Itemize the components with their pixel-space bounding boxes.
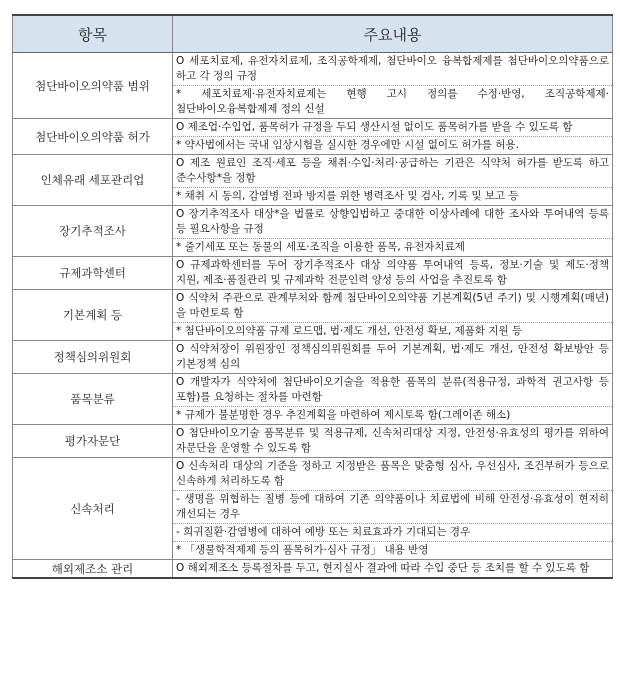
row-content — [173, 119, 613, 155]
table-row — [13, 341, 613, 374]
content-line: O 세포치료제, 유전자치료제, 조직공학제제, 첨단바이오 융복합제제를 첨단바이오의약품으로 하고 각 정의 규정 — [173, 53, 612, 86]
content-line: O 신속처리 대상의 기준을 정하고 지정받은 품목은 맞춤형 심사, 우선심사, 조건부허가 등으로 신속하게 처리하도록 함 — [173, 458, 612, 491]
content-line: O 식약처장이 위원장인 정책심의위원회를 두어 기본계획, 법·제도 개선, 안전성 확보방안 등 기본정책 심의 — [176, 343, 609, 370]
table-row — [13, 458, 613, 560]
row-item-label: 인체유래 세포관리업 — [13, 155, 173, 206]
row-item-label: 장기추적조사 — [13, 206, 173, 257]
row-content — [173, 425, 613, 458]
table-row — [13, 257, 613, 290]
content-line: * 첨단바이오의약품 규제 로드맵, 법·제도 개선, 안전성 확보, 제품화 지원 등 — [176, 325, 523, 337]
content-line: O 해외제조소 등록절차를 두고, 현지실사 결과에 따라 수입 중단 등 조치를 할 수 있도록 함 — [176, 562, 590, 574]
content-line: O 장기추적조사 대상*을 법률로 상향입법하고 중대한 이상사례에 대한 조사와 투여내역 등록 등 필요사항을 규정 — [173, 206, 612, 239]
row-item-label: 해외제조소 관리 — [13, 560, 173, 579]
row-content — [173, 290, 613, 341]
row-item-label: 신속처리 — [13, 458, 173, 560]
content-line: * 「생물학적제제 등의 품목허가·심사 규정」 내용 반영 — [176, 544, 429, 556]
row-item-label: 정책심의위원회 — [13, 341, 173, 374]
content-line: * 채취 시 동의, 감염병 전파 방지를 위한 병력조사 및 검사, 기록 및 보고 등 — [176, 190, 519, 202]
content-line: O 제조업·수입업, 품목허가 규정을 두되 생산시설 없이도 품목허가를 받을 수 있도록 함 — [173, 119, 612, 137]
row-content — [173, 155, 613, 206]
row-item-label: 평가자문단 — [13, 425, 173, 458]
content-line: - 희귀질환·감염병에 대하여 예방 또는 치료효과가 기대되는 경우 — [173, 524, 612, 542]
table-row — [13, 206, 613, 257]
row-content — [173, 206, 613, 257]
content-line: O 첨단바이오기술 품목분류 및 적용규제, 신속처리대상 지정, 안전성·유효성의 평가를 위하여 자문단을 운영할 수 있도록 함 — [176, 427, 609, 454]
content-line: * 줄기세포 또는 동물의 세포·조직을 이용한 품목, 유전자치료제 — [176, 241, 465, 253]
row-item-label: 기본계획 등 — [13, 290, 173, 341]
content-line: O 식약처 주관으로 관계부처와 함께 첨단바이오의약품 기본계획(5년 주기) 및 시행계획(매년)을 마련토록 함 — [173, 290, 612, 323]
row-content — [173, 257, 613, 290]
table-row — [13, 53, 613, 119]
content-line: O 제조 원료인 조직·세포 등을 채취·수입·처리·공급하는 기관은 식약처 허가를 받도록 하고 준수사항*을 정함 — [173, 155, 612, 188]
table-header-row — [13, 15, 613, 53]
header-content: 주요내용 — [173, 15, 613, 53]
row-content — [173, 458, 613, 560]
content-line: - 생명을 위협하는 질병 등에 대하여 기존 의약품이나 치료법에 비해 안전성·유효성이 현저히 개선되는 경우 — [173, 491, 612, 524]
content-line: * 약사법에서는 국내 임상시험을 실시한 경우에만 시설 없이도 허가를 허용. — [176, 139, 519, 151]
row-content — [173, 560, 613, 579]
summary-table — [12, 14, 613, 579]
row-item-label: 품목분류 — [13, 374, 173, 425]
table-row — [13, 560, 613, 579]
content-line: O 규제과학센터를 두어 장기추적조사 대상 의약품 투여내역 등록, 정보·기술 및 제도·정책 지원, 제조·품질관리 및 규제과학 전문인력 양성 등의 사업을 추진토록 함 — [176, 259, 609, 286]
content-line: * 규제가 불분명한 경우 추진계획을 마련하여 제시토록 함(그레이존 해소) — [176, 409, 511, 421]
row-content — [173, 341, 613, 374]
table-row — [13, 425, 613, 458]
content-line: O 개발자가 식약처에 첨단바이오기술을 적용한 품목의 분류(적용규정, 과학적 권고사항 등 포함)를 요청하는 절차를 마련함 — [173, 374, 612, 407]
row-item-label: 규제과학센터 — [13, 257, 173, 290]
row-content — [173, 53, 613, 119]
table-body — [13, 53, 613, 579]
table-row — [13, 374, 613, 425]
header-item: 항목 — [13, 15, 173, 53]
content-line: * 세포치료제·유전자치료제는 현행 고시 정의를 수정·반영, 조직공학제제·첨단바이오융복합제제 정의 신설 — [176, 88, 609, 115]
row-item-label: 첨단바이오의약품 허가 — [13, 119, 173, 155]
table-row — [13, 119, 613, 155]
table-row — [13, 155, 613, 206]
summary-table-container — [12, 14, 612, 579]
row-content — [173, 374, 613, 425]
table-row — [13, 290, 613, 341]
row-item-label: 첨단바이오의약품 범위 — [13, 53, 173, 119]
